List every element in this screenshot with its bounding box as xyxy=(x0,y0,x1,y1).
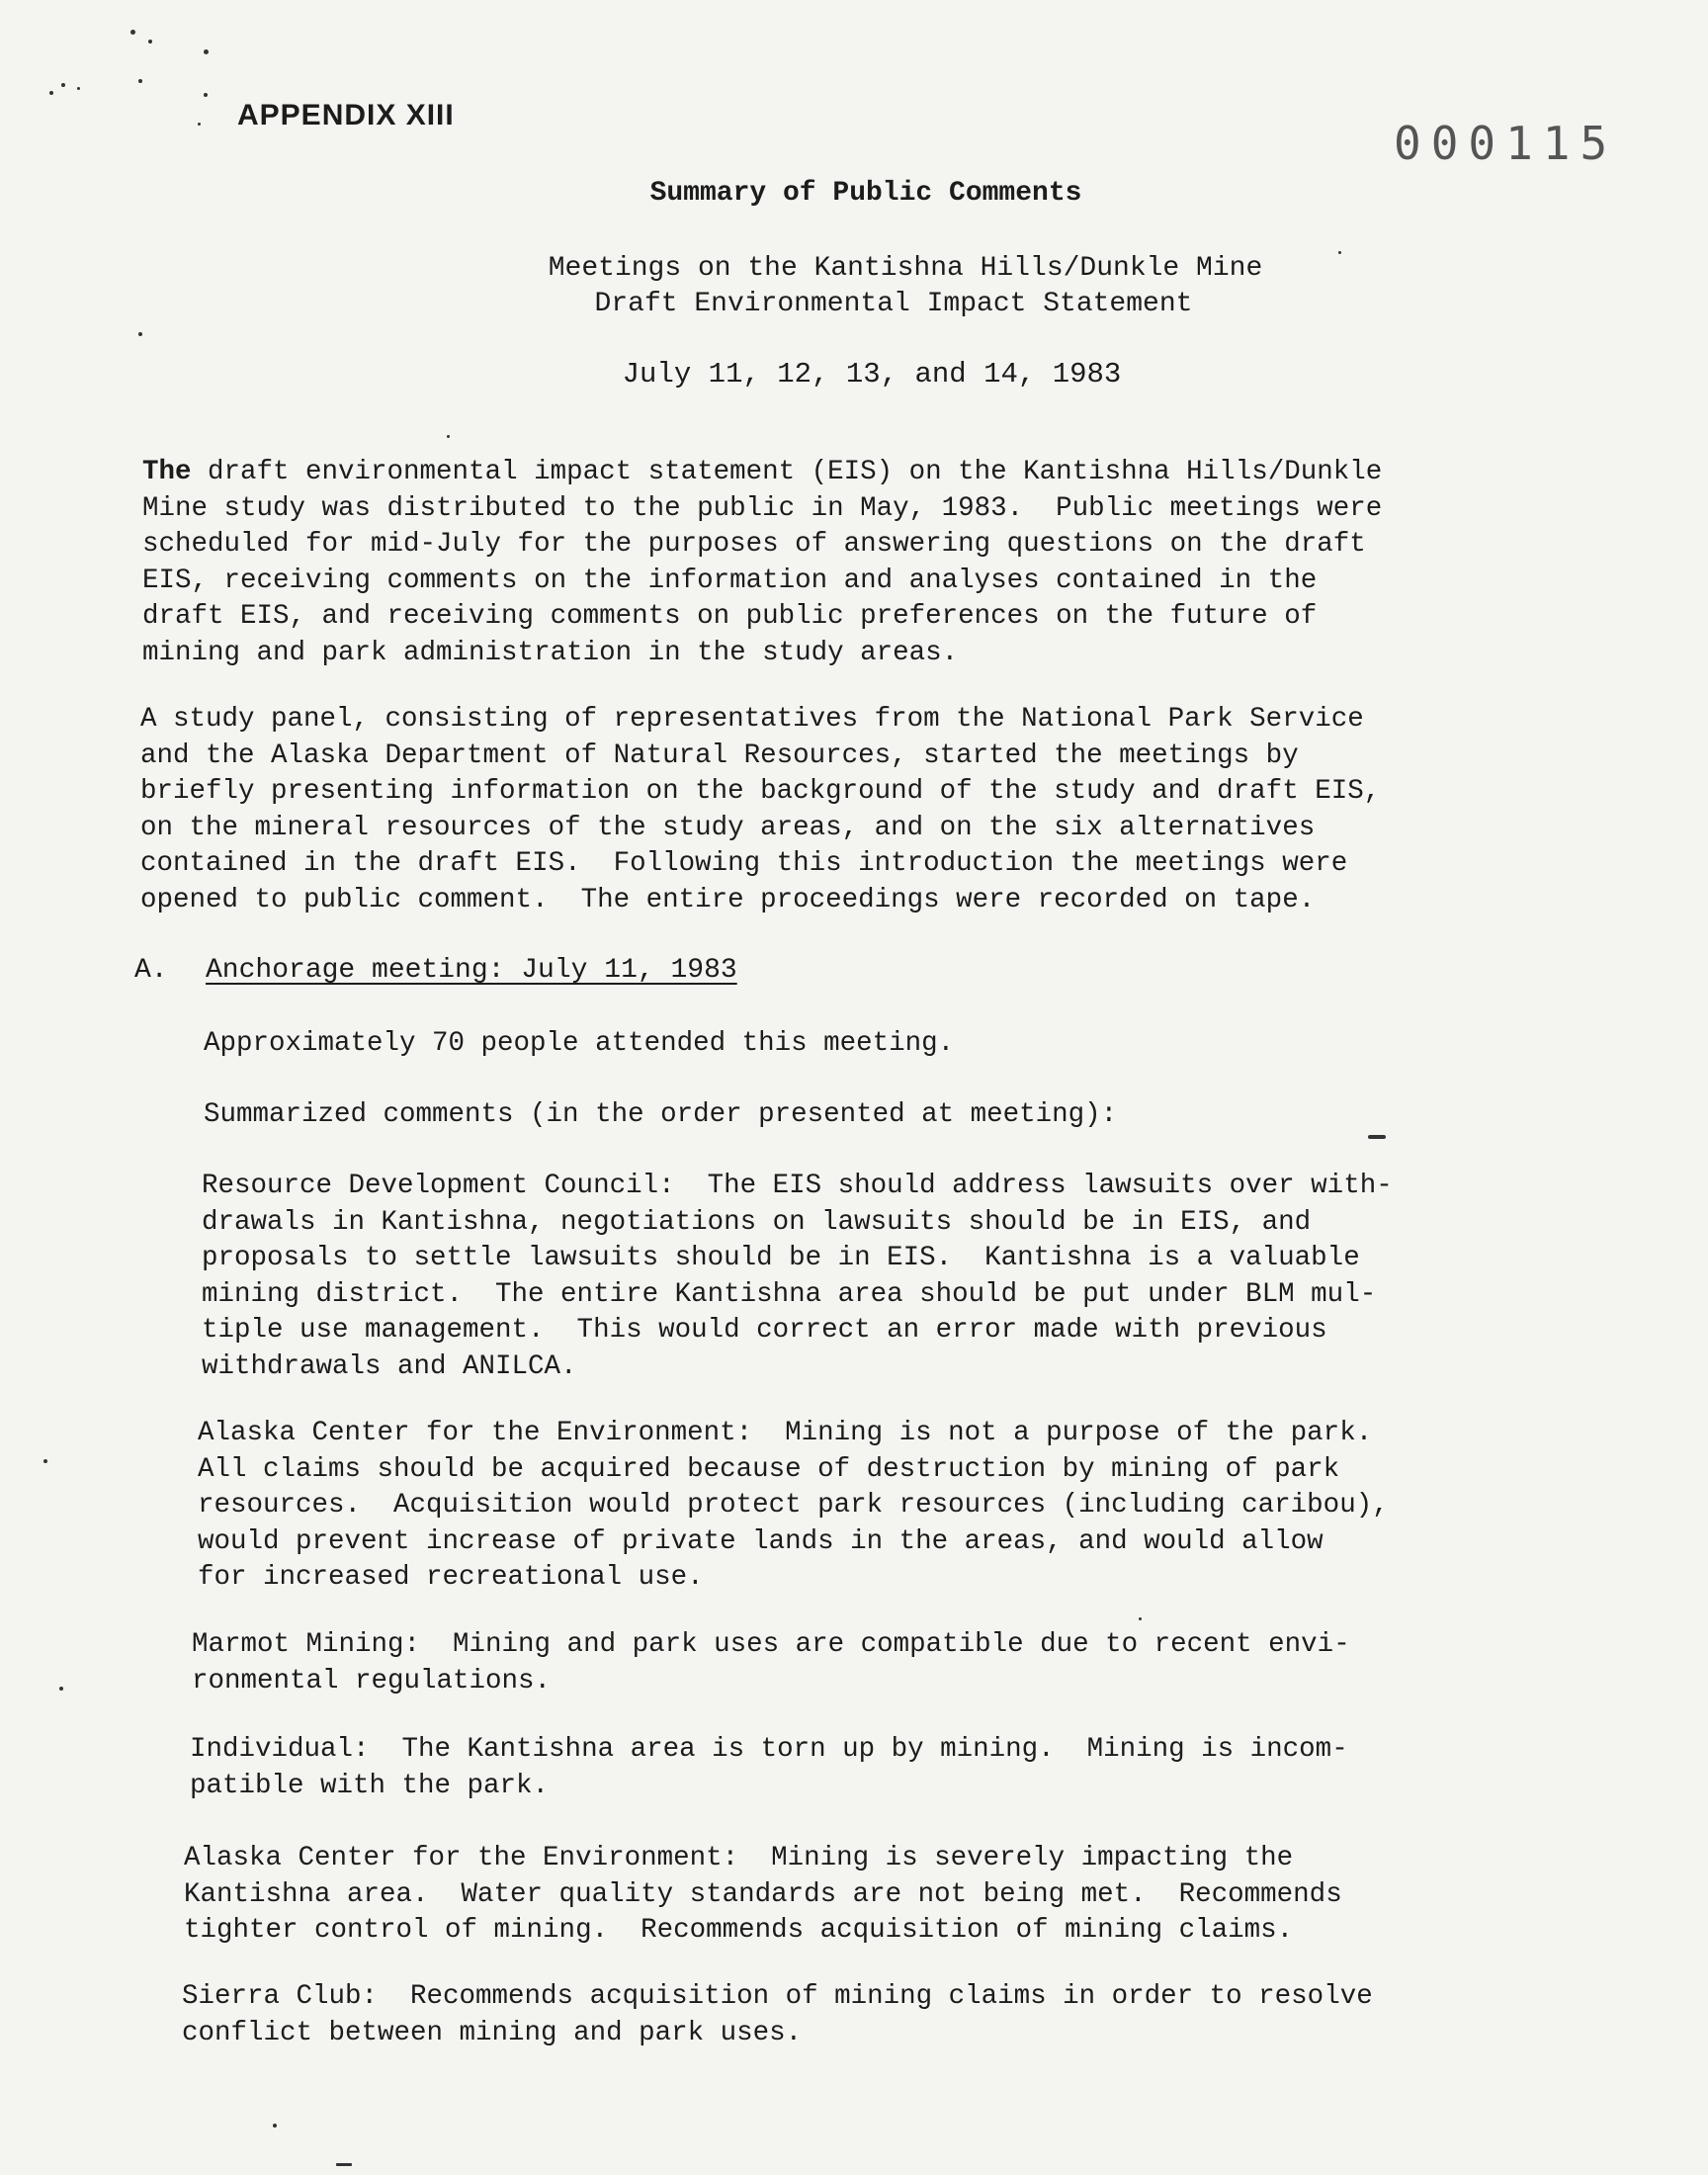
scan-speck xyxy=(49,91,53,95)
scan-speck xyxy=(43,1459,47,1463)
meeting-dates: July 11, 12, 13, and 14, 1983 xyxy=(622,358,1122,391)
scan-speck xyxy=(59,1687,63,1691)
document-subtitle-line-2: Draft Environmental Impact Statement xyxy=(594,289,1193,319)
scan-speck xyxy=(204,49,209,54)
appendix-label: APPENDIX XIII xyxy=(237,99,455,131)
scan-speck xyxy=(447,435,450,438)
intro-paragraph-1-text: draft environmental impact statement (EIS) on the Kantishna Hills/Dunkle Mine study was distributed to the public in May, 1983. Public meetings were scheduled for mid-July for the purposes of answering questions on the draft EIS, receiving comments on the information and analyses contained in the draft EIS, and receiving comments on public preferences on the future of mining and park administration in the study areas. xyxy=(142,457,1383,668)
comment-individual: Individual: The Kantishna area is torn up by mining. Mining is incom- patible with the park. xyxy=(190,1734,1348,1801)
document-subtitle-line-1: Meetings on the Kantishna Hills/Dunkle Mine xyxy=(548,253,1263,284)
comment-alaska-center-environment-2: Alaska Center for the Environment: Mining is severely impacting the Kantishna area. Water quality standards are not being met. Recommends tighter control of mining. Recommends acquisition of mining claims. xyxy=(184,1843,1342,1946)
page-number: 000115 xyxy=(1394,117,1618,170)
comments-order-note: Summarized comments (in the order presented at meeting): xyxy=(204,1099,1118,1130)
scan-speck xyxy=(130,30,135,35)
comment-marmot-mining: Marmot Mining: Mining and park uses are compatible due to recent envi- ronmental regulations. xyxy=(192,1629,1350,1696)
comment-alaska-center-environment-1: Alaska Center for the Environment: Mining is not a purpose of the park. All claims should be acquired because of destruction by mining of park resources. Acquisition would protect park resources (including caribou), would prevent increase of private lands in the areas, and would allow for increased recreational use. xyxy=(198,1418,1389,1593)
section-heading: Anchorage meeting: July 11, 1983 xyxy=(206,955,737,986)
scan-speck xyxy=(1368,1135,1386,1139)
comment-resource-development-council: Resource Development Council: The EIS should address lawsuits over with- drawals in Kantishna, negotiations on lawsuits should be in EIS, and proposals to settle lawsuits should be in EIS. Kantishna is a valuable mining district. The entire Kantishna area should be put under BLM mul- tiple use management. This would correct an error made with previous withdrawals and ANILCA. xyxy=(202,1171,1393,1382)
scan-speck xyxy=(77,87,80,90)
scan-speck xyxy=(204,93,208,97)
intro-paragraph-2: A study panel, consisting of representatives from the National Park Service and the Alaska Department of Natural Resources, started the meetings by briefly presenting information on the background of the study and draft EIS, on the mineral resources of the study areas, and on the six alternatives contained in the draft EIS. Following this introduction the meetings were opened to public comment. The entire proceedings were recorded on tape. xyxy=(140,704,1381,915)
intro-paragraph-1 xyxy=(142,455,1382,671)
document-title: Summary of Public Comments xyxy=(649,178,1082,209)
scan-speck xyxy=(273,2124,277,2128)
scan-speck xyxy=(148,40,152,44)
intro-paragraph-1-lead: The xyxy=(142,457,192,487)
comment-sierra-club: Sierra Club: Recommends acquisition of mining claims in order to resolve conflict between mining and park uses. xyxy=(182,1981,1373,2048)
scan-speck xyxy=(1139,1617,1142,1620)
scan-speck xyxy=(138,79,142,83)
section-label: A. xyxy=(134,955,168,986)
scan-speck xyxy=(336,2163,352,2166)
scan-speck xyxy=(198,123,201,126)
scan-speck xyxy=(61,83,65,87)
scan-speck xyxy=(138,332,142,336)
attendance-note: Approximately 70 people attended this meeting. xyxy=(204,1028,955,1059)
